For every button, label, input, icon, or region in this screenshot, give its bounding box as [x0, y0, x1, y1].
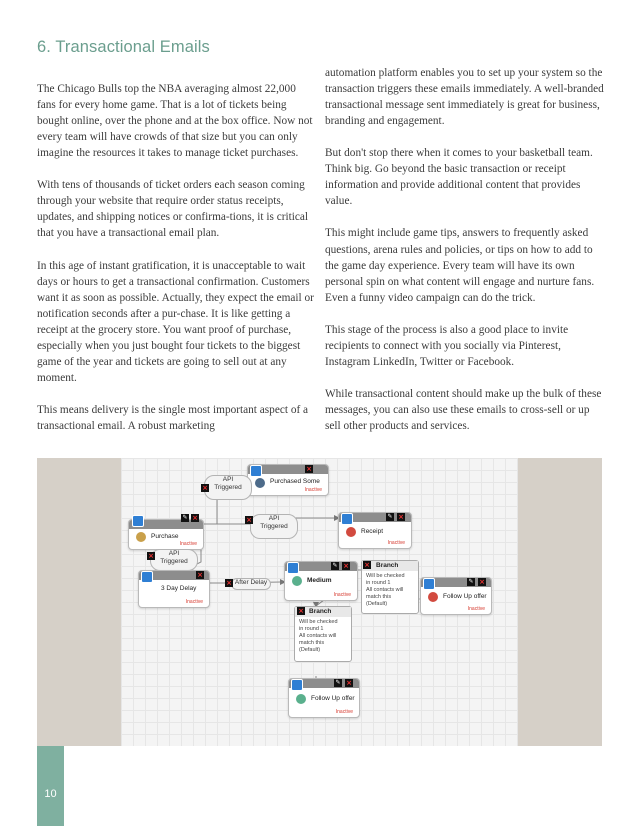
edit-node-icon[interactable]: ✎ — [335, 679, 341, 686]
trigger-label: API — [222, 476, 234, 483]
edit-node-icon[interactable]: ✎ — [387, 513, 393, 520]
api-trigger[interactable] — [150, 549, 198, 571]
page-number-tab — [37, 746, 64, 826]
workflow-node-receipt[interactable]: Receipt Inactive — [338, 512, 412, 549]
branch-text: (Default) — [366, 601, 388, 607]
node-type-icon — [291, 679, 303, 691]
delete-trigger-icon[interactable]: × — [148, 552, 154, 560]
branch-title: Branch — [295, 607, 351, 617]
branch-text: All contacts will — [299, 633, 337, 639]
branch-text: Will be checked — [366, 573, 405, 579]
edit-node-icon[interactable]: ✎ — [468, 578, 474, 585]
node-type-icon — [132, 515, 144, 527]
delete-node-icon[interactable]: × — [346, 679, 352, 687]
delete-trigger-icon[interactable]: × — [226, 579, 232, 587]
api-trigger[interactable] — [250, 514, 298, 539]
delete-node-icon[interactable]: × — [479, 578, 485, 586]
paragraph: This might include game tips, answers to frequently asked questions, arena rules and policies, or tips on how to add to the game day experience. Every team will have its own personal spin on what content will engage and nurture fans. Even a funny video campaign can do the trick. — [325, 227, 595, 304]
node-type-icon — [423, 578, 435, 590]
paragraph: This means delivery is the single most important aspect of a transactional email. A robust marketing — [37, 403, 309, 432]
workflow-node-3-day-delay[interactable]: 3 Day Delay Inactive — [138, 570, 210, 608]
trigger-label: API — [268, 515, 280, 522]
branch-text: in round 1 — [366, 580, 391, 586]
branch-text: Will be checked — [299, 619, 338, 625]
section-heading: 6. Transactional Emails — [37, 38, 210, 56]
paragraph: While transactional content should make up the bulk of these messages, you can also use these emails to cross-sell or up sell other products and services. — [325, 387, 602, 433]
workflow-node-follow-up-offer[interactable]: Follow Up offer Inactive — [420, 577, 492, 615]
delete-trigger-icon[interactable]: × — [202, 484, 208, 492]
after-delay-trigger[interactable] — [231, 578, 271, 590]
trigger-label: After Delay — [234, 579, 268, 586]
workflow-node-follow-up-offer[interactable]: Follow Up offer Inactive — [288, 678, 360, 718]
right-text-column — [325, 65, 607, 450]
workflow-node-purchase[interactable]: Purchase Inactive — [128, 519, 204, 550]
branch-title: Branch — [362, 561, 418, 571]
email-icon — [346, 527, 356, 537]
trigger-label: Triggered — [260, 523, 288, 530]
edit-node-icon[interactable]: ✎ — [332, 562, 338, 569]
trigger-label: API — [168, 550, 180, 557]
left-text-column — [37, 81, 315, 450]
contact-icon — [255, 478, 265, 488]
branch-text: All contacts will — [366, 587, 404, 593]
paragraph: The Chicago Bulls top the NBA averaging almost 22,000 fans for every home game. That is a lot of tickets being bought online, over the phone and at the box office. Now not every team will have crowds of that size but you can only imagine the resources it takes to manage ticket purchases. — [37, 83, 313, 160]
purchase-icon — [136, 532, 146, 542]
branch-text: match this — [366, 594, 392, 600]
paragraph: In this age of instant gratification, it is unacceptable to wait days or hours to get a transactional confirmation. Customers want it as soon as possible. Actually, they expect the email or notification seconds after a pur-chase. It is like getting a receipt at the grocery store. You want proof of purchase, especially when you just bought four tickets to the biggest game of the year and tickets are going to sell out at any moment. — [37, 259, 314, 384]
paragraph: With tens of thousands of ticket orders each season coming through your website that require order status receipts, updates, and shipping notices or confirma-tions, it is critical that you have a transactional email plan. — [37, 179, 309, 240]
node-type-icon — [287, 562, 299, 574]
sms-icon — [296, 694, 306, 704]
email-icon — [428, 592, 438, 602]
paragraph: automation platform enables you to set up your system so the transaction triggers these emails immediately. A well-branded transactional message sent immediately is great for business, branding and engagement. — [325, 67, 604, 128]
node-type-icon — [141, 571, 153, 583]
sms-icon — [292, 576, 302, 586]
paragraph: But don't stop there when it comes to your basketball team. Think big. Go beyond the basic transaction or receipt information and provide additional content that provides value. — [325, 147, 593, 208]
delete-node-icon[interactable]: × — [306, 465, 312, 473]
api-trigger[interactable] — [204, 475, 252, 500]
workflow-node-purchased-some[interactable]: Purchased Some Inactive — [247, 464, 329, 496]
delete-node-icon[interactable]: × — [398, 513, 404, 521]
trigger-label: Triggered — [214, 484, 242, 491]
edit-node-icon[interactable]: ✎ — [182, 514, 188, 521]
node-type-icon — [250, 465, 262, 477]
workflow-node-medium[interactable]: Medium Inactive — [284, 561, 358, 601]
trigger-label: Triggered — [160, 558, 188, 565]
branch-text: match this — [299, 640, 325, 646]
page-number: 10 — [44, 788, 57, 800]
delete-branch-icon[interactable]: × — [364, 561, 370, 569]
delete-branch-icon[interactable]: × — [298, 607, 304, 615]
node-type-icon — [341, 513, 353, 525]
delete-node-icon[interactable]: × — [192, 514, 198, 522]
delete-trigger-icon[interactable]: × — [246, 516, 252, 524]
delete-node-icon[interactable]: × — [343, 562, 349, 570]
delete-node-icon[interactable]: × — [197, 571, 203, 579]
paragraph: This stage of the process is also a good place to invite recipients to connect with you socially via Pinterest, Instagram LinkedIn, Twitter or Facebook. — [325, 323, 569, 368]
branch-text: in round 1 — [299, 626, 324, 632]
branch-text: (Default) — [299, 647, 321, 653]
